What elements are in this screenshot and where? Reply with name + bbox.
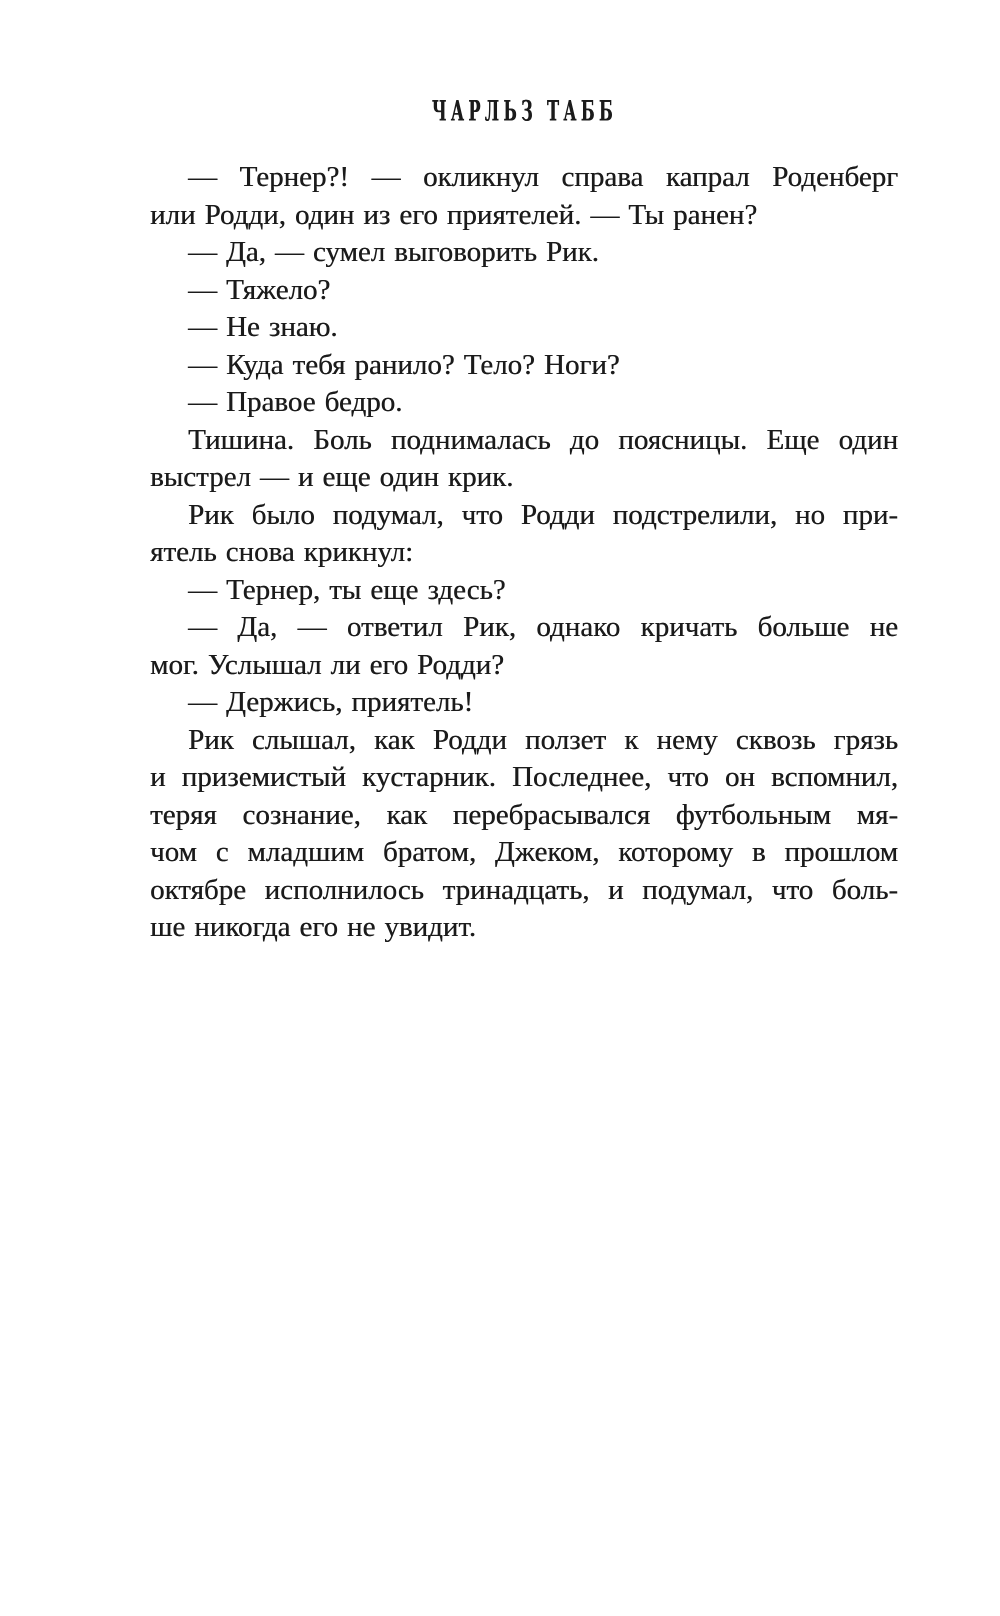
text-line: — Тернер?! — окликнул справа капрал Роденберг <box>188 161 898 193</box>
text-line: — Да, — ответил Рик, однако кричать больше не <box>188 611 898 643</box>
text-line: ше никогда его не увидит. <box>150 911 477 943</box>
text-line: теряя сознание, как перебрасывался футбольным мя- <box>150 798 898 831</box>
text-line: мог. Услышал ли его Родди? <box>150 648 504 681</box>
text-line: и приземистый кустарник. Последнее, что он вспомнил, <box>150 761 898 793</box>
text-line: октябре исполнилось тринадцать, и подумал, что боль- <box>150 873 898 906</box>
text-line: — Правое бедро. <box>188 386 403 418</box>
text-block <box>150 159 898 947</box>
text-line: выстрел — и еще один крик. <box>150 461 514 493</box>
text-line: или Родди, один из его приятелей. — Ты ранен? <box>150 198 758 231</box>
text-line: — Тяжело? <box>188 273 331 306</box>
text-line: Рик слышал, как Родди ползет к нему сквозь грязь <box>188 723 898 756</box>
running-header <box>150 96 898 126</box>
text-line: Тишина. Боль поднималась до поясницы. Еще один <box>188 423 898 456</box>
text-line: чом с младшим братом, Джеком, которому в прошлом <box>150 836 898 868</box>
text-line: — Не знаю. <box>188 311 338 343</box>
text-line: — Да, — сумел выговорить Рик. <box>188 236 599 268</box>
text-line: — Куда тебя ранило? Тело? Ноги? <box>188 348 620 381</box>
text-line: — Держись, приятель! <box>188 686 474 718</box>
running-header-title: ЧАРЛЬЗ ТАББ <box>431 96 617 128</box>
text-line: — Тернер, ты еще здесь? <box>188 573 506 606</box>
text-line: Рик было подумал, что Родди подстрелили, но при- <box>188 498 898 531</box>
text-line: ятель снова крикнул: <box>150 536 414 568</box>
